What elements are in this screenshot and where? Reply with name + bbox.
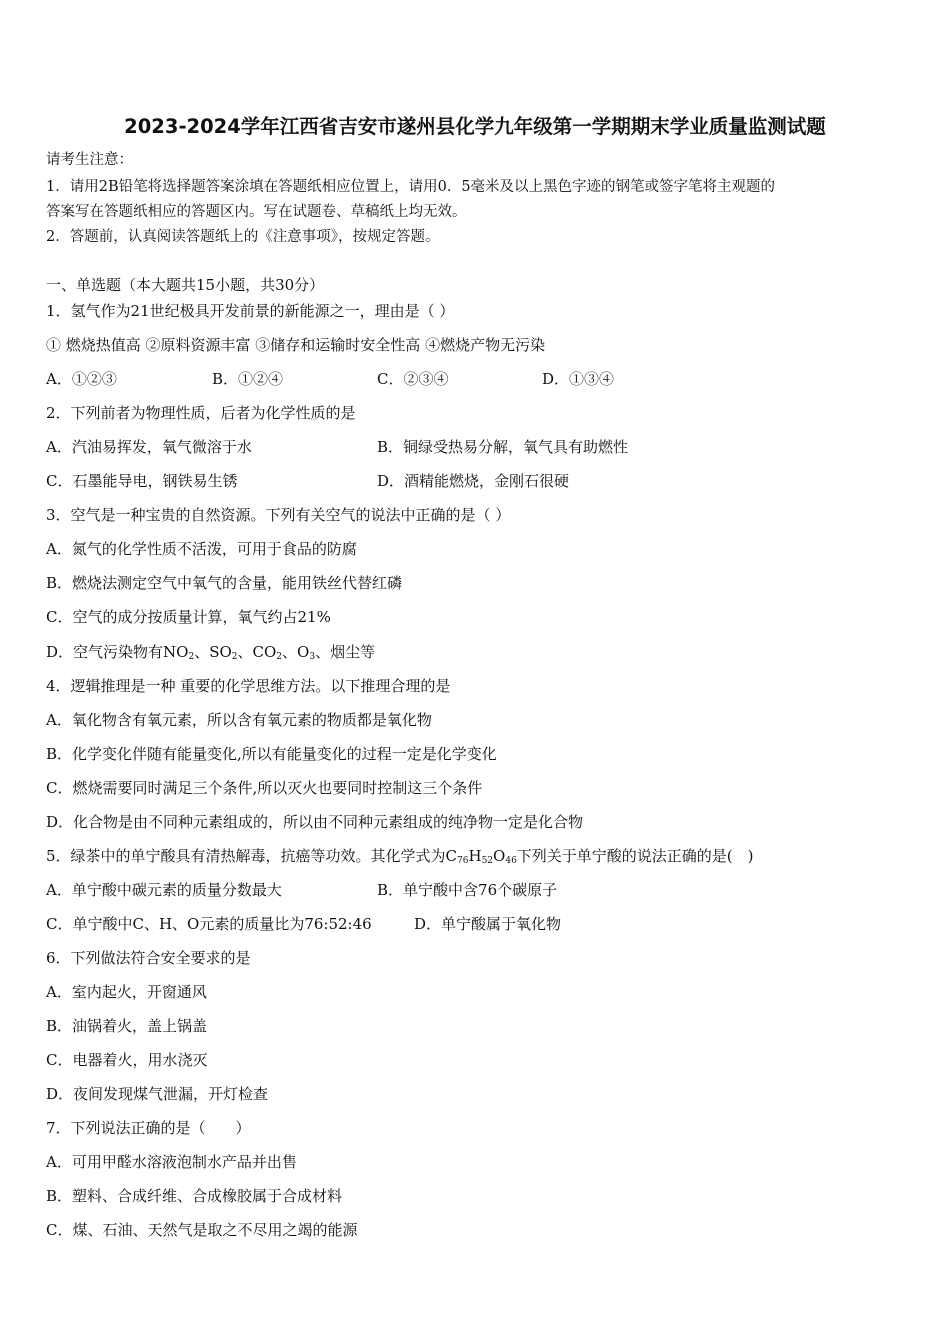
- question-1-items: ① 燃烧热值高 ②原料资源丰富 ③储存和运输时安全性高 ④燃烧产物无污染: [46, 336, 546, 354]
- q3d-text-3: 、CO: [237, 643, 277, 661]
- q3d-text-1: D．空气污染物有NO: [46, 643, 189, 661]
- q3d-text-5: 、烟尘等: [315, 643, 376, 661]
- question-4-option-c: C．燃烧需要同时满足三个条件,所以灭火也要同时控制这三个条件: [46, 779, 483, 797]
- q3d-sub-4: 3: [309, 652, 316, 662]
- notice-item-1-line-1: 1．请用2B铅笔将选择题答案涂填在答题纸相应位置上，请用0．5毫米及以上黑色字迹的钢笔或签字笔将主观题的: [46, 179, 776, 195]
- q5-text-4: 下列关于单宁酸的说法正确的是( ): [516, 847, 754, 865]
- question-7-option-b: B．塑料、合成纤维、合成橡胶属于合成材料: [46, 1187, 343, 1205]
- question-1-stem: 1．氢气作为21世纪极具开发前景的新能源之一，理由是（ ）: [46, 302, 455, 320]
- question-6-option-a: A．室内起火，开窗通风: [46, 983, 207, 1001]
- question-2-option-a: A．汽油易挥发，氧气微溶于水: [46, 438, 252, 456]
- page-title: 2023-2024学年江西省吉安市遂州县化学九年级第一学期期末学业质量监测试题: [124, 115, 826, 138]
- q5-sub-3: 46: [505, 856, 517, 866]
- notice-item-1-line-2: 答案写在答题纸相应的答题区内。写在试题卷、草稿纸上均无效。: [46, 204, 467, 220]
- q5-sub-1: 76: [457, 856, 469, 866]
- notice-item-2: 2．答题前，认真阅读答题纸上的《注意事项》，按规定答题。: [46, 229, 440, 245]
- question-5-option-a: A．单宁酸中碳元素的质量分数最大: [46, 881, 282, 899]
- q5-text-1: 5．绿茶中的单宁酸具有清热解毒，抗癌等功效。其化学式为C: [46, 847, 458, 865]
- question-3-stem: 3．空气是一种宝贵的自然资源。下列有关空气的说法中正确的是（ ）: [46, 506, 511, 524]
- q5-sub-2: 52: [481, 856, 494, 866]
- question-7-option-a: A．可用甲醛水溶液泡制水产品并出售: [46, 1153, 297, 1171]
- question-1-option-d: D．①③④: [542, 370, 615, 388]
- question-4-stem: 4．逻辑推理是一种 重要的化学思维方法。以下推理合理的是: [46, 677, 451, 695]
- question-4-option-a: A．氧化物含有氧元素，所以含有氧元素的物质都是氧化物: [46, 711, 432, 729]
- question-6-stem: 6．下列做法符合安全要求的是: [46, 949, 251, 967]
- question-5-option-b: B．单宁酸中含76个碳原子: [377, 881, 558, 899]
- question-7-stem: 7．下列说法正确的是（ ）: [46, 1119, 251, 1137]
- question-2-option-b: B．铜绿受热易分解，氧气具有助燃性: [377, 438, 629, 456]
- question-3-option-b: B．燃烧法测定空气中氧气的含量，能用铁丝代替红磷: [46, 574, 403, 592]
- question-7-option-c: C．煤、石油、天然气是取之不尽用之竭的能源: [46, 1221, 358, 1239]
- question-5-stem: [46, 846, 754, 866]
- q3d-text-2: 、SO: [194, 643, 232, 661]
- notice-heading: 请考生注意：: [46, 152, 133, 168]
- question-6-option-c: C．电器着火，用水浇灭: [46, 1051, 208, 1069]
- q3d-sub-2: 2: [231, 652, 238, 662]
- q3d-text-4: 、O: [282, 643, 310, 661]
- question-1-option-b: B．①②④: [212, 370, 284, 388]
- q3d-sub-1: 2: [188, 652, 195, 662]
- question-5-option-d: D．单宁酸属于氧化物: [414, 915, 562, 933]
- question-3-option-a: A．氮气的化学性质不活泼，可用于食品的防腐: [46, 540, 357, 558]
- question-2-stem: 2．下列前者为物理性质，后者为化学性质的是: [46, 404, 356, 422]
- question-2-option-c: C．石墨能导电，钢铁易生锈: [46, 472, 238, 490]
- q3d-sub-3: 2: [276, 652, 283, 662]
- question-6-option-b: B．油锅着火，盖上锅盖: [46, 1017, 208, 1035]
- question-3-option-c: C．空气的成分按质量计算，氧气约占21%: [46, 608, 331, 626]
- question-2-option-d: D．酒精能燃烧，金刚石很硬: [377, 472, 570, 490]
- question-4-option-b: B．化学变化伴随有能量变化,所以有能量变化的过程一定是化学变化: [46, 745, 497, 763]
- question-1-option-a: A．①②③: [46, 370, 117, 388]
- question-6-option-d: D．夜间发现煤气泄漏，开灯检查: [46, 1085, 269, 1103]
- q5-text-2: H: [468, 847, 482, 865]
- section-heading: 一、单选题（本大题共15小题，共30分）: [46, 276, 325, 294]
- question-5-option-c: C．单宁酸中C、H、O元素的质量比为76:52:46: [46, 915, 372, 933]
- q5-text-3: O: [493, 847, 506, 865]
- question-1-option-c: C．②③④: [377, 370, 449, 388]
- question-3-option-d: [46, 642, 375, 662]
- question-4-option-d: D．化合物是由不同种元素组成的，所以由不同种元素组成的纯净物一定是化合物: [46, 813, 584, 831]
